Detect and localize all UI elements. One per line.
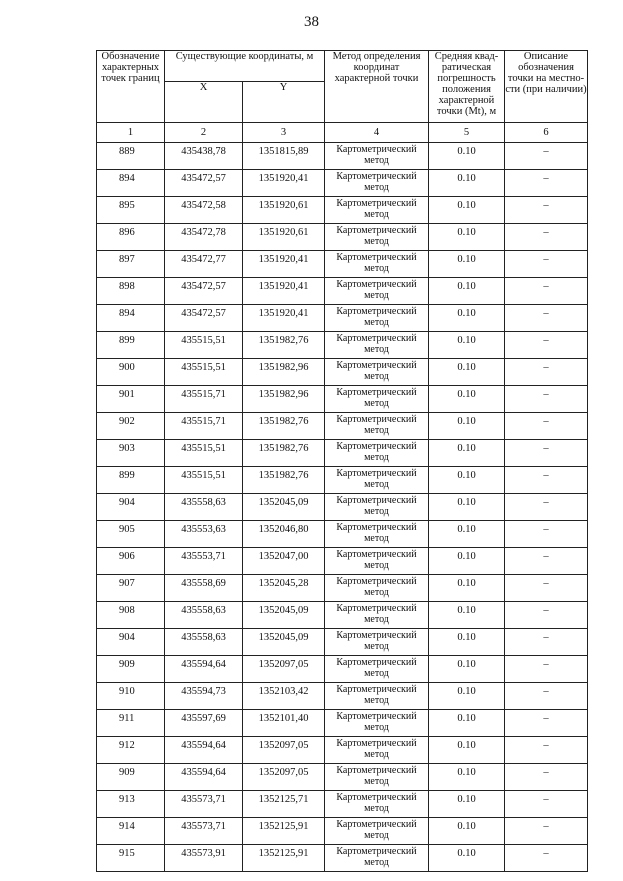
mean-error-cell: 0.10 — [429, 224, 505, 251]
point-designation-cell: 907 — [97, 575, 165, 602]
method-cell: Картометрический метод — [325, 332, 429, 359]
x-coordinate-cell: 435515,51 — [165, 359, 243, 386]
method-cell: Картометрический метод — [325, 656, 429, 683]
y-coordinate-cell: 1352045,09 — [243, 494, 325, 521]
description-cell: – — [505, 440, 588, 467]
table-row — [97, 278, 588, 305]
description-cell: – — [505, 791, 588, 818]
x-coordinate-cell: 435597,69 — [165, 710, 243, 737]
mean-error-cell: 0.10 — [429, 386, 505, 413]
mean-error-cell: 0.10 — [429, 602, 505, 629]
point-designation-cell: 901 — [97, 386, 165, 413]
method-cell: Картометрический метод — [325, 440, 429, 467]
x-coordinate-cell: 435553,63 — [165, 521, 243, 548]
header-mean-error: Средняя квад-ратическая погрешность положения характерной точки (Mt), м — [429, 51, 505, 123]
point-designation-cell: 910 — [97, 683, 165, 710]
mean-error-cell: 0.10 — [429, 629, 505, 656]
table-row — [97, 467, 588, 494]
table-row — [97, 764, 588, 791]
mean-error-cell: 0.10 — [429, 710, 505, 737]
method-cell: Картометрический метод — [325, 224, 429, 251]
mean-error-cell: 0.10 — [429, 737, 505, 764]
y-coordinate-cell: 1352047,00 — [243, 548, 325, 575]
table-row — [97, 143, 588, 170]
method-cell: Картометрический метод — [325, 818, 429, 845]
method-cell: Картометрический метод — [325, 791, 429, 818]
method-cell: Картометрический метод — [325, 278, 429, 305]
point-designation-cell: 904 — [97, 629, 165, 656]
table-row — [97, 845, 588, 872]
y-coordinate-cell: 1351920,41 — [243, 251, 325, 278]
description-cell: – — [505, 656, 588, 683]
header-existing-coordinates: Существующие координаты, м — [165, 51, 325, 82]
x-coordinate-cell: 435594,64 — [165, 656, 243, 683]
description-cell: – — [505, 683, 588, 710]
point-designation-cell: 903 — [97, 440, 165, 467]
description-cell: – — [505, 845, 588, 872]
description-cell: – — [505, 170, 588, 197]
x-coordinate-cell: 435558,69 — [165, 575, 243, 602]
method-cell: Картометрический метод — [325, 710, 429, 737]
page-number: 38 — [304, 14, 319, 30]
y-coordinate-cell: 1351920,61 — [243, 224, 325, 251]
table-row — [97, 332, 588, 359]
column-number: 4 — [325, 123, 429, 143]
description-cell: – — [505, 521, 588, 548]
x-coordinate-cell: 435472,57 — [165, 305, 243, 332]
table-row — [97, 494, 588, 521]
method-cell: Картометрический метод — [325, 197, 429, 224]
y-coordinate-cell: 1352097,05 — [243, 656, 325, 683]
method-cell: Картометрический метод — [325, 548, 429, 575]
table-row — [97, 656, 588, 683]
description-cell: – — [505, 548, 588, 575]
description-cell: – — [505, 602, 588, 629]
mean-error-cell: 0.10 — [429, 845, 505, 872]
column-number: 6 — [505, 123, 588, 143]
mean-error-cell: 0.10 — [429, 764, 505, 791]
x-coordinate-cell: 435472,78 — [165, 224, 243, 251]
method-cell: Картометрический метод — [325, 845, 429, 872]
column-number-row — [97, 123, 588, 143]
table-row — [97, 170, 588, 197]
y-coordinate-cell: 1351982,96 — [243, 359, 325, 386]
description-cell: – — [505, 251, 588, 278]
mean-error-cell: 0.10 — [429, 197, 505, 224]
y-coordinate-cell: 1351982,76 — [243, 440, 325, 467]
method-cell: Картометрический метод — [325, 764, 429, 791]
header-method: Метод определения координат характерной точки — [325, 51, 429, 123]
header-x: X — [165, 82, 243, 123]
mean-error-cell: 0.10 — [429, 791, 505, 818]
table-row — [97, 359, 588, 386]
x-coordinate-cell: 435472,58 — [165, 197, 243, 224]
point-designation-cell: 899 — [97, 332, 165, 359]
x-coordinate-cell: 435558,63 — [165, 494, 243, 521]
point-designation-cell: 895 — [97, 197, 165, 224]
coordinates-table — [96, 50, 588, 872]
column-number: 1 — [97, 123, 165, 143]
x-coordinate-cell: 435594,64 — [165, 764, 243, 791]
table-row — [97, 305, 588, 332]
method-cell: Картометрический метод — [325, 359, 429, 386]
x-coordinate-cell: 435573,91 — [165, 845, 243, 872]
point-designation-cell: 904 — [97, 494, 165, 521]
description-cell: – — [505, 818, 588, 845]
column-number: 2 — [165, 123, 243, 143]
y-coordinate-cell: 1351815,89 — [243, 143, 325, 170]
point-designation-cell: 914 — [97, 818, 165, 845]
point-designation-cell: 896 — [97, 224, 165, 251]
mean-error-cell: 0.10 — [429, 332, 505, 359]
y-coordinate-cell: 1352125,91 — [243, 845, 325, 872]
table-row — [97, 575, 588, 602]
x-coordinate-cell: 435594,73 — [165, 683, 243, 710]
description-cell: – — [505, 575, 588, 602]
mean-error-cell: 0.10 — [429, 683, 505, 710]
x-coordinate-cell: 435515,71 — [165, 413, 243, 440]
description-cell: – — [505, 494, 588, 521]
description-cell: – — [505, 710, 588, 737]
y-coordinate-cell: 1351982,76 — [243, 332, 325, 359]
y-coordinate-cell: 1352097,05 — [243, 764, 325, 791]
mean-error-cell: 0.10 — [429, 170, 505, 197]
mean-error-cell: 0.10 — [429, 494, 505, 521]
point-designation-cell: 894 — [97, 170, 165, 197]
description-cell: – — [505, 332, 588, 359]
point-designation-cell: 899 — [97, 467, 165, 494]
description-cell: – — [505, 305, 588, 332]
y-coordinate-cell: 1351920,41 — [243, 170, 325, 197]
y-coordinate-cell: 1351920,41 — [243, 305, 325, 332]
point-designation-cell: 909 — [97, 764, 165, 791]
method-cell: Картометрический метод — [325, 629, 429, 656]
x-coordinate-cell: 435515,51 — [165, 332, 243, 359]
table-row — [97, 224, 588, 251]
x-coordinate-cell: 435558,63 — [165, 629, 243, 656]
mean-error-cell: 0.10 — [429, 467, 505, 494]
description-cell: – — [505, 629, 588, 656]
x-coordinate-cell: 435515,51 — [165, 440, 243, 467]
point-designation-cell: 911 — [97, 710, 165, 737]
mean-error-cell: 0.10 — [429, 521, 505, 548]
method-cell: Картометрический метод — [325, 251, 429, 278]
column-number: 5 — [429, 123, 505, 143]
method-cell: Картометрический метод — [325, 575, 429, 602]
description-cell: – — [505, 197, 588, 224]
description-cell: – — [505, 143, 588, 170]
mean-error-cell: 0.10 — [429, 548, 505, 575]
x-coordinate-cell: 435472,57 — [165, 170, 243, 197]
table-header — [97, 51, 588, 143]
mean-error-cell: 0.10 — [429, 251, 505, 278]
point-designation-cell: 900 — [97, 359, 165, 386]
header-point-designation: Обозначение характерных точек границ — [97, 51, 165, 123]
x-coordinate-cell: 435472,77 — [165, 251, 243, 278]
y-coordinate-cell: 1351982,76 — [243, 467, 325, 494]
table-row — [97, 791, 588, 818]
description-cell: – — [505, 737, 588, 764]
method-cell: Картометрический метод — [325, 737, 429, 764]
table-row — [97, 251, 588, 278]
x-coordinate-cell: 435472,57 — [165, 278, 243, 305]
table-row — [97, 629, 588, 656]
method-cell: Картометрический метод — [325, 413, 429, 440]
table-row — [97, 440, 588, 467]
description-cell: – — [505, 386, 588, 413]
point-designation-cell: 912 — [97, 737, 165, 764]
method-cell: Картометрический метод — [325, 521, 429, 548]
description-cell: – — [505, 413, 588, 440]
mean-error-cell: 0.10 — [429, 575, 505, 602]
header-description: Описание обозначения точки на местно-сти (при наличии) — [505, 51, 588, 123]
description-cell: – — [505, 359, 588, 386]
mean-error-cell: 0.10 — [429, 278, 505, 305]
y-coordinate-cell: 1352125,91 — [243, 818, 325, 845]
method-cell: Картометрический метод — [325, 143, 429, 170]
mean-error-cell: 0.10 — [429, 359, 505, 386]
table-row — [97, 602, 588, 629]
point-designation-cell: 906 — [97, 548, 165, 575]
table-row — [97, 197, 588, 224]
point-designation-cell: 894 — [97, 305, 165, 332]
table-row — [97, 683, 588, 710]
method-cell: Картометрический метод — [325, 386, 429, 413]
x-coordinate-cell: 435515,51 — [165, 467, 243, 494]
mean-error-cell: 0.10 — [429, 656, 505, 683]
method-cell: Картометрический метод — [325, 683, 429, 710]
table-row — [97, 818, 588, 845]
method-cell: Картометрический метод — [325, 494, 429, 521]
x-coordinate-cell: 435573,71 — [165, 818, 243, 845]
mean-error-cell: 0.10 — [429, 305, 505, 332]
y-coordinate-cell: 1351920,61 — [243, 197, 325, 224]
table-row — [97, 413, 588, 440]
y-coordinate-cell: 1352103,42 — [243, 683, 325, 710]
mean-error-cell: 0.10 — [429, 818, 505, 845]
mean-error-cell: 0.10 — [429, 440, 505, 467]
y-coordinate-cell: 1352125,71 — [243, 791, 325, 818]
x-coordinate-cell: 435553,71 — [165, 548, 243, 575]
header-y: Y — [243, 82, 325, 123]
y-coordinate-cell: 1352101,40 — [243, 710, 325, 737]
description-cell: – — [505, 467, 588, 494]
x-coordinate-cell: 435438,78 — [165, 143, 243, 170]
y-coordinate-cell: 1352045,09 — [243, 629, 325, 656]
y-coordinate-cell: 1351982,96 — [243, 386, 325, 413]
mean-error-cell: 0.10 — [429, 143, 505, 170]
point-designation-cell: 908 — [97, 602, 165, 629]
description-cell: – — [505, 278, 588, 305]
x-coordinate-cell: 435594,64 — [165, 737, 243, 764]
mean-error-cell: 0.10 — [429, 413, 505, 440]
column-number: 3 — [243, 123, 325, 143]
method-cell: Картометрический метод — [325, 602, 429, 629]
x-coordinate-cell: 435558,63 — [165, 602, 243, 629]
x-coordinate-cell: 435573,71 — [165, 791, 243, 818]
method-cell: Картометрический метод — [325, 170, 429, 197]
y-coordinate-cell: 1352046,80 — [243, 521, 325, 548]
method-cell: Картометрический метод — [325, 467, 429, 494]
point-designation-cell: 898 — [97, 278, 165, 305]
method-cell: Картометрический метод — [325, 305, 429, 332]
table-row — [97, 737, 588, 764]
point-designation-cell: 902 — [97, 413, 165, 440]
point-designation-cell: 905 — [97, 521, 165, 548]
y-coordinate-cell: 1352045,28 — [243, 575, 325, 602]
description-cell: – — [505, 224, 588, 251]
y-coordinate-cell: 1351982,76 — [243, 413, 325, 440]
y-coordinate-cell: 1351920,41 — [243, 278, 325, 305]
y-coordinate-cell: 1352097,05 — [243, 737, 325, 764]
table-row — [97, 548, 588, 575]
table-row — [97, 710, 588, 737]
table-row — [97, 521, 588, 548]
point-designation-cell: 897 — [97, 251, 165, 278]
table-row — [97, 386, 588, 413]
description-cell: – — [505, 764, 588, 791]
point-designation-cell: 889 — [97, 143, 165, 170]
point-designation-cell: 915 — [97, 845, 165, 872]
y-coordinate-cell: 1352045,09 — [243, 602, 325, 629]
x-coordinate-cell: 435515,71 — [165, 386, 243, 413]
table-body — [97, 143, 588, 872]
point-designation-cell: 913 — [97, 791, 165, 818]
point-designation-cell: 909 — [97, 656, 165, 683]
